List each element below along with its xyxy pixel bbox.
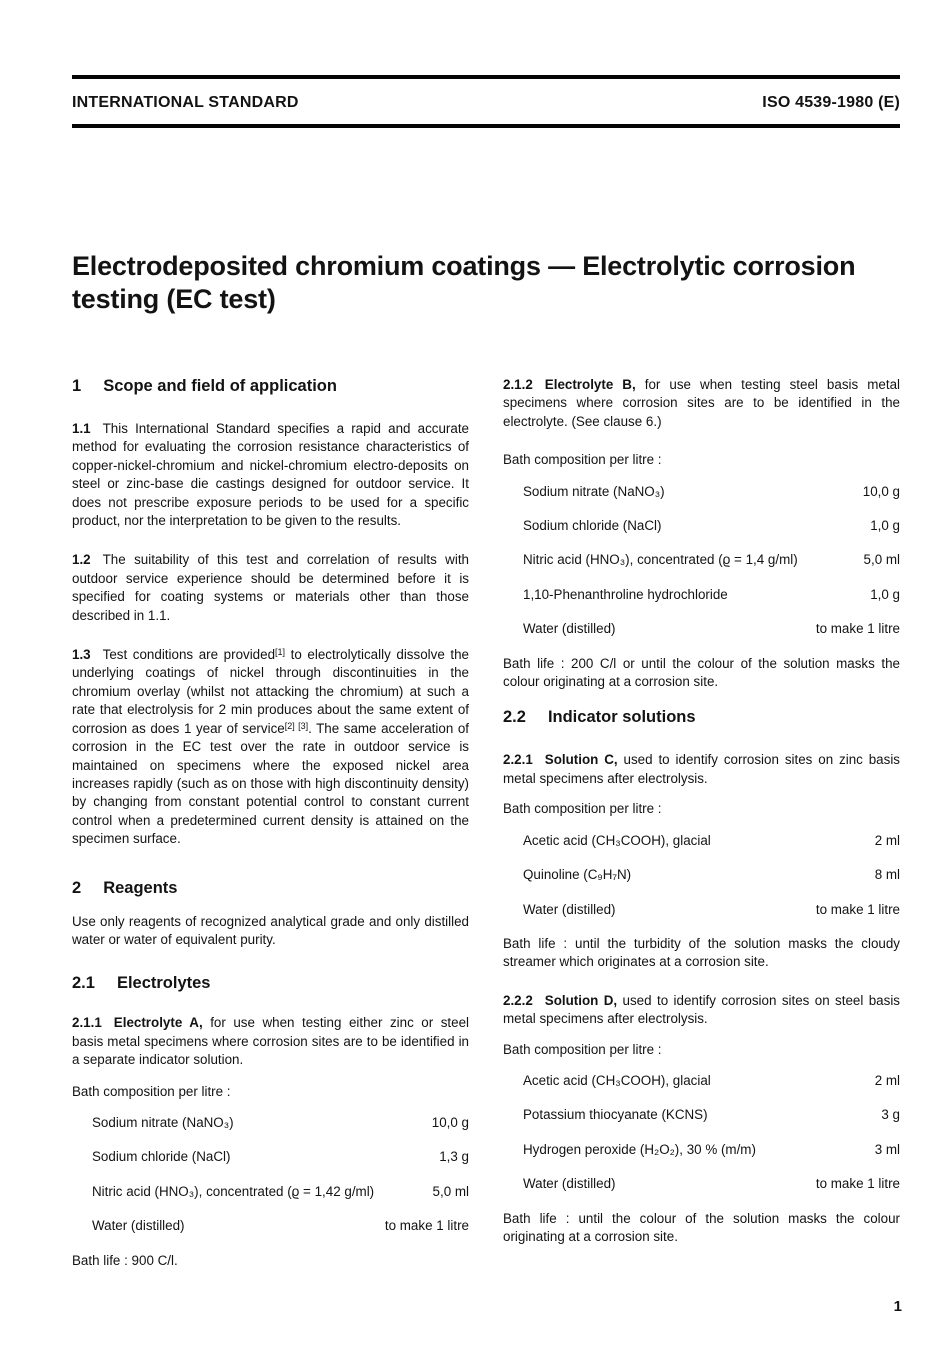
composition-row — [503, 586, 900, 604]
clause-number: 2.1.2 — [503, 377, 533, 392]
clause-2-2-1 — [503, 751, 900, 788]
clause-number: 2.2.2 — [503, 992, 533, 1008]
composition-row — [503, 832, 900, 850]
bath-composition-label: Bath composition per litre : — [503, 1041, 662, 1057]
section-2-1-heading — [72, 973, 469, 993]
clause-number: 1.2 — [72, 552, 91, 568]
clause-text: Test conditions are provided — [102, 647, 276, 663]
composition-row — [503, 517, 900, 535]
composition-row — [503, 1106, 900, 1124]
composition-name: Water (distilled) — [523, 1176, 616, 1192]
composition-name: Potassium thiocyanate (KCNS) — [523, 1107, 708, 1123]
composition-value: 2 ml — [874, 1072, 900, 1088]
clause-2-1-1 — [72, 1014, 469, 1069]
composition-row — [503, 901, 900, 919]
composition-row — [503, 620, 900, 638]
section-title: Indicator solutions — [547, 708, 696, 727]
document-reference: ISO 4539-1980 (E) — [762, 94, 900, 111]
section-number: 2.2 — [503, 708, 526, 727]
composition-value: 1,0 g — [870, 518, 900, 534]
clause-text: This International Standard specifies a rapid and accurate method for evaluating the corrosion resistance characteristics of copper-nickel-chromium and nickel-chromium electro-deposits on steel or zinc-base die castings designed for outdoor service. It does not prescribe exposure periods to be used for a specific product, nor the interpretation to be given to the results. — [72, 421, 469, 529]
composition-name: Water (distilled) — [523, 901, 616, 917]
clause-2-2-2 — [503, 992, 900, 1029]
composition-row — [503, 551, 900, 569]
clause-number: 1.3 — [72, 647, 91, 663]
composition-name: Nitric acid (HNO₃), concentrated (ϱ = 1,4 g/ml) — [523, 552, 798, 568]
composition-name: Water (distilled) — [92, 1218, 185, 1234]
bath-life-note: Bath life : until the turbidity of the solution masks the cloudy streamer which originates at a corrosion site. — [503, 935, 900, 970]
clause-lead: Solution D, — [544, 992, 618, 1008]
composition-value: 3 g — [881, 1107, 900, 1123]
page-number: 1 — [893, 1298, 902, 1315]
composition-row — [503, 1072, 900, 1090]
composition-name: Sodium chloride (NaCl) — [523, 518, 662, 534]
clause-lead: Electrolyte A, — [113, 1015, 203, 1031]
composition-name: Acetic acid (CH₃COOH), glacial — [523, 832, 711, 848]
composition-row — [503, 1141, 900, 1159]
clause-number: 2.2.1 — [503, 752, 533, 768]
composition-row — [72, 1148, 469, 1166]
composition-row — [503, 866, 900, 884]
composition-row — [503, 483, 900, 501]
section-number: 2.1 — [72, 974, 95, 993]
clause-2-1-2 — [503, 376, 900, 431]
clause-text: . The same acceleration of corrosion in the EC test over the rate in outdoor service is maintained on specimens where the exposed nickel area increases rapidly (such as on those with high discontinuity density) by changing from constant potential control to constant current control when a predetermined current density is attained on the specimen surface. — [72, 720, 469, 847]
composition-value: 5,0 ml — [863, 552, 900, 568]
composition-name: Water (distilled) — [523, 621, 616, 637]
clause-lead: Solution C, — [544, 752, 618, 768]
clause-1-1 — [72, 420, 469, 530]
composition-name: Quinoline (C₉H₇N) — [523, 867, 632, 883]
bath-life-note: Bath life : until the colour of the solution masks the colour originating at a corrosion site. — [503, 1210, 900, 1244]
right-column — [503, 376, 900, 1270]
clause-1-3 — [72, 646, 469, 848]
composition-name: Acetic acid (CH₃COOH), glacial — [523, 1072, 711, 1088]
section-title: Electrolytes — [116, 974, 211, 993]
clause-text: used to identify corrosion sites on steel basis metal specimens after electrolysis. — [503, 992, 900, 1027]
composition-value: 8 ml — [874, 867, 900, 883]
composition-value: 1,3 g — [439, 1149, 469, 1165]
composition-value: to make 1 litre — [815, 901, 900, 917]
section-2-2-heading — [503, 707, 900, 727]
page-header — [72, 79, 900, 124]
composition-value: 2 ml — [874, 832, 900, 848]
two-column-body — [72, 376, 900, 1270]
composition-name: Sodium nitrate (NaNO₃) — [92, 1114, 234, 1130]
bath-life-note: Bath life : 200 C/l or until the colour of the solution masks the colour originating at a corrosion site. — [503, 655, 900, 690]
clause-number: 2.1.1 — [72, 1015, 102, 1031]
section-number: 2 — [72, 878, 82, 897]
composition-name: 1,10-Phenanthroline hydrochloride — [523, 586, 728, 602]
bath-a-composition-list — [72, 1114, 469, 1236]
clause-text: The suitability of this test and correlation of results with outdoor service experience should be determined before it is specified for coating systems or materials other than those described in 1.1. — [72, 552, 469, 623]
bath-b-composition-list — [503, 483, 900, 639]
composition-name: Sodium chloride (NaCl) — [92, 1149, 231, 1165]
composition-value: 5,0 ml — [432, 1183, 469, 1199]
clause-1-2 — [72, 551, 469, 625]
composition-row — [72, 1217, 469, 1235]
document-title: Electrodeposited chromium coatings — Electrolytic corrosion testing (EC test) — [72, 251, 856, 314]
bath-composition-label: Bath composition per litre : — [503, 452, 662, 468]
bath-d-composition-list — [503, 1072, 900, 1194]
reagents-intro: Use only reagents of recognized analytical grade and only distilled water or water of equivalent purity. — [72, 913, 469, 947]
bath-composition-label: Bath composition per litre : — [72, 1083, 231, 1099]
clause-lead: Electrolyte B, — [544, 377, 636, 392]
composition-row — [503, 1175, 900, 1193]
composition-value: to make 1 litre — [815, 1176, 900, 1192]
document-type-label: INTERNATIONAL STANDARD — [72, 94, 299, 111]
composition-value: to make 1 litre — [384, 1218, 469, 1234]
composition-row — [72, 1114, 469, 1132]
composition-name: Hydrogen peroxide (H₂O₂), 30 % (m/m) — [523, 1141, 756, 1157]
clause-text: for use when testing steel basis metal specimens where corrosion sites are to be identified in the electrolyte. (See clause 6.) — [503, 377, 900, 429]
composition-name: Sodium nitrate (NaNO₃) — [523, 483, 665, 499]
bath-life-note: Bath life : 900 C/l. — [72, 1252, 178, 1268]
clause-text: used to identify corrosion sites on zinc basis metal specimens after electrolysis. — [503, 752, 900, 786]
composition-value: 3 ml — [874, 1141, 900, 1157]
bath-composition-label: Bath composition per litre : — [503, 801, 662, 817]
reference-superscript-2-3: [2] [3] — [284, 720, 309, 731]
reference-superscript-1: [1] — [275, 647, 286, 658]
composition-value: 10,0 g — [862, 483, 900, 499]
bath-c-composition-list — [503, 832, 900, 919]
header-rule-bottom — [72, 124, 900, 128]
composition-row — [72, 1183, 469, 1201]
section-title: Reagents — [103, 878, 178, 897]
clause-text: to electrolytically dissolve the underlying coatings of nickel through discontinuities in the chromium overlay (whilst not attacking the chromium) at such a rate that electrolysis for 2 min produces about the same extent of corrosion as does 1 year of service — [72, 647, 469, 736]
composition-value: 10,0 g — [431, 1114, 469, 1130]
left-column — [72, 376, 469, 1270]
section-2-heading — [72, 878, 469, 898]
clause-text: for use when testing either zinc or steel basis metal specimens where corrosion sites are to be identified in a separate indicator solution. — [72, 1015, 469, 1068]
section-title: Scope and field of application — [103, 377, 337, 395]
composition-value: to make 1 litre — [815, 621, 900, 637]
section-number: 1 — [72, 377, 82, 395]
section-1-heading — [72, 376, 469, 396]
composition-value: 1,0 g — [870, 586, 900, 602]
clause-number: 1.1 — [72, 421, 91, 436]
composition-name: Nitric acid (HNO₃), concentrated (ϱ = 1,42 g/ml) — [92, 1183, 375, 1199]
